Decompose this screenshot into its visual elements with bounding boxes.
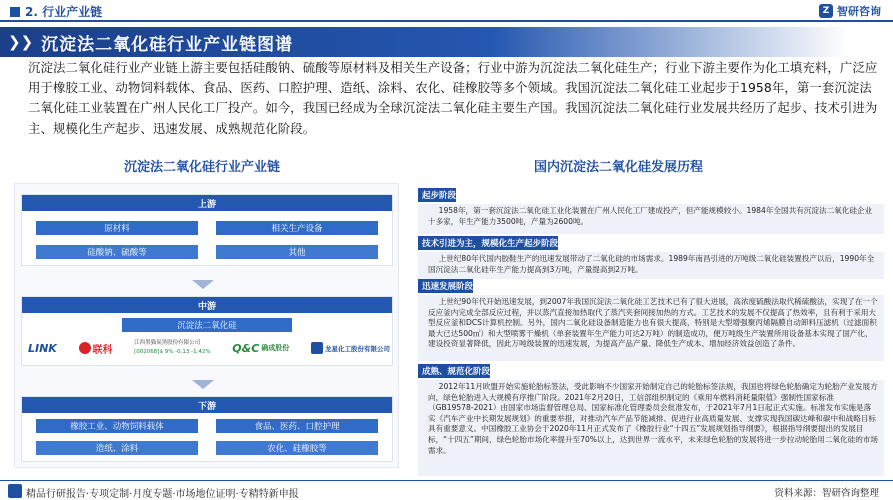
phase-4-head: 成熟、规范化阶段 — [418, 364, 490, 378]
phase-2-body: 上世纪80年代国内胶鞋生产的迅速发展带动了二氧化硅的市场需求。1989年南昌引进的万吨级二氧化硅装置投产以后，1990年全国沉淀法二氧化硅年生产能力提高到3万吨，产量提高到2万吨。 — [418, 252, 884, 279]
downstream-cell-rubber: 橡胶工业、动物饲料载体 — [36, 419, 198, 433]
phase-3-head: 迅速发展阶段 — [418, 279, 473, 293]
arrow-down-icon — [192, 280, 214, 289]
downstream-cell-paper: 造纸、涂料 — [36, 441, 198, 455]
downstream-label: 下游 — [22, 397, 392, 413]
chain-title: 沉淀法二氧化硅行业产业链 — [124, 160, 281, 175]
footer — [0, 480, 893, 500]
phase-1-body: 1958年，第一套沉淀法二氧化硅工业化装置在广州人民化工厂建成投产，但产能规模较小。1984年全国共有沉淀法二氧化硅企业十多家，年生产能力3500吨，产量为2600吨。 — [418, 204, 884, 234]
downstream-cell-food: 食品、医药、口腔护理 — [216, 419, 378, 433]
phase-2-head: 技术引进为主，规模化生产起步阶段 — [418, 236, 558, 250]
midstream-label: 中游 — [22, 297, 392, 313]
longxing-logo — [311, 342, 390, 354]
double-chevron-icon: ❯❯ — [8, 33, 34, 51]
upstream-cell-equipment: 相关生产设备 — [216, 221, 378, 235]
square-icon — [10, 7, 20, 17]
phase-1-head: 起步阶段 — [418, 188, 456, 202]
phase-4-body: 2012年11月欧盟开始实施轮胎标签法，受此影响不少国家开始制定自己的轮胎标签法规，我国也将绿色轮胎确定为轮胎产业发展方向，绿色轮胎进入大规模有序推广阶段。2021年2月20日，工信部组织制定的《乘用车燃料消耗量限值》强制性国家标准（GB19578-2021）由国家市场监督管理总局、国家标准化管理委员会批准发布，于2021年7月1日起正式实施。标准发布实施是落实《汽车产业中长期发展规划》的重要举措，对推动汽车产品节能减排、促进行业高质量发展、支撑实现我国碳达峰和碳中和战略目标具有重要意义。中国橡胶工业协会于2020年11月正式发布了《橡胶行业“十四五”发展规划指导纲要》，根据指导纲要提出的发展目标，“十四五”期间，绿色轮胎市场化率提升至70%以上，达到世界一流水平，未来绿色轮胎的发展将进一步拉动轮胎用二氧化硅的市场需求。 — [418, 380, 884, 476]
brand-logo-icon: Z — [819, 4, 833, 18]
longxing-name: 龙星化工股份有限公司 — [324, 344, 390, 353]
qc-text: Q&C — [232, 341, 260, 355]
footer-source: 资料来源：智研咨询整理 — [774, 488, 879, 499]
black-cat-logo — [134, 340, 210, 356]
arrow-down-icon — [192, 380, 214, 389]
upstream-section — [21, 194, 393, 266]
downstream-section — [21, 396, 393, 462]
upstream-cell-other: 其他 — [216, 245, 378, 259]
qc-logo — [232, 342, 289, 355]
black-cat-name: 江西黑猫炭黑股份有限公司 — [134, 340, 201, 346]
brand-name: 智研咨询 — [837, 5, 881, 18]
top-bar — [0, 0, 893, 22]
midstream-section — [21, 296, 393, 366]
history-title: 国内沉淀法二氧化硅发展历程 — [534, 160, 704, 175]
lianke-text: 联科 — [92, 344, 113, 356]
upstream-label: 上游 — [22, 195, 392, 211]
footer-services: 精品行研报告·专项定制·月度专题·市场地位证明·专精特新申报 — [26, 489, 299, 500]
lianke-logo — [79, 341, 113, 356]
section-label — [10, 3, 102, 20]
brand — [819, 3, 881, 19]
page-title: 沉淀法二氧化硅行业产业链图谱 — [41, 34, 294, 55]
qc-name: 确成股份 — [261, 344, 290, 352]
company-logos — [28, 337, 390, 359]
linkage-logo: LINK — [28, 341, 57, 355]
downstream-cell-agro: 农化、硅橡胶等 — [216, 441, 378, 455]
upstream-cell-sodium-silicate: 硅酸钠、硫酸等 — [36, 245, 198, 259]
phase-3-body: 上世纪90年代开始迅速发展，到2007年我国沉淀法二氧化硅工艺技术已有了很大进展，高浓度硫酸法取代稀硫酸法，实现了在一个反应釜内完成全部反应过程，并以蒸汽直接加热取代了蒸汽夹套间接加热的方式。工艺技术的发展不仅提高了热效率，且有利于采用大型反应釜和DCS计算机控制。另外，国内二氧化硅设备制造能力也有很大提高，特别是大型增强聚丙烯隔膜自动卸料压滤机（过滤面积最大已达500㎡）和大型喷雾干燥机（单套装置年生产能力可达2万吨）的制造成功，便万吨级生产装置所用设备基本实现了国产化，建设投资显著降低，因此万吨级装置的迅速发展，为提高产品产量、降低生产成本、增加经济效益创造了条件。 — [418, 295, 884, 361]
footer-logo-icon — [8, 484, 22, 498]
longxing-badge-icon — [311, 342, 323, 354]
midstream-product: 沉淀法二氧化硅 — [122, 318, 292, 332]
black-cat-quote: [002068]$ 9% -0.13 -1.42% — [134, 349, 211, 355]
upstream-cell-raw-materials: 原材料 — [36, 221, 198, 235]
lianke-badge-icon — [79, 342, 91, 354]
chain-diagram — [14, 183, 399, 468]
title-bar — [0, 27, 893, 57]
intro-paragraph: 沉淀法二氧化硅行业产业链上游主要包括硅酸钠、硫酸等原材料及相关生产设备；行业中游为沉淀法二氧化硅生产；行业下游主要作为化工填充料，广泛应用于橡胶工业、动物饲料载体、食品、医药、口腔护理、造纸、涂料、农化、硅橡胶等多个领域。我国沉淀法二氧化硅工业起步于1958年，第一套沉淀法二氧化硅工业装置在广州人民化工厂投产。如今，我国已经成为全球沉淀法二氧化硅主要生产国。我国沉淀法二氧化硅行业发展共经历了起步、技术引进为主、规模化生产起步、迅速发展、成熟规范化阶段。 — [28, 60, 878, 136]
section-text: 2. 行业产业链 — [25, 5, 103, 19]
